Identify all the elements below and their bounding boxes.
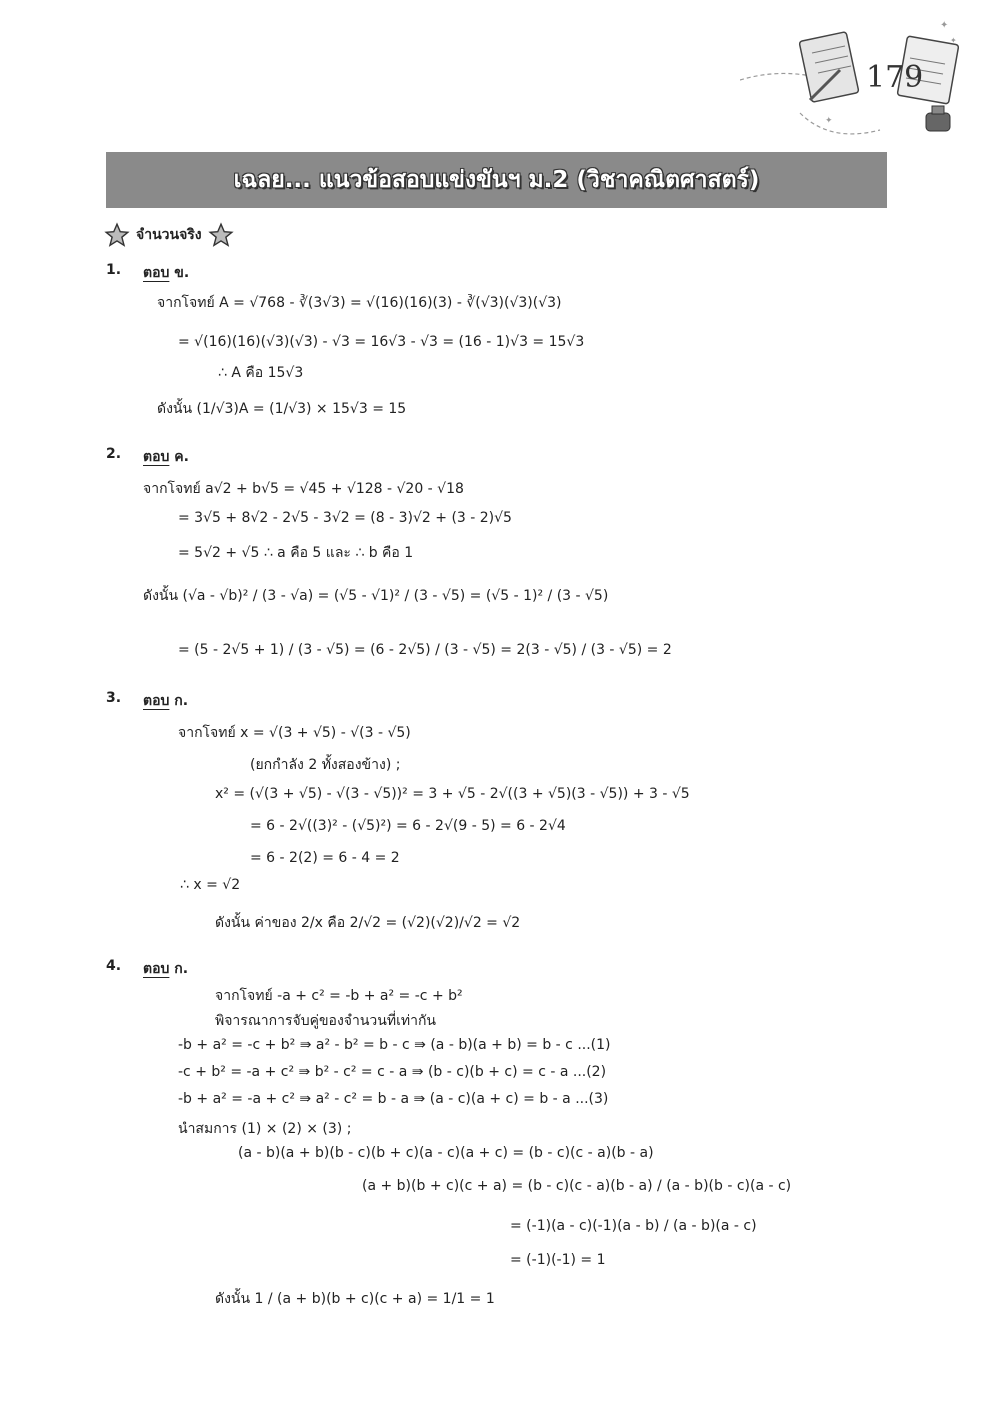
answer-label: ตอบ ค. <box>143 449 189 465</box>
solution-line: จากโจทย์ A = √768 - ∛(3√3) = √(16)(16)(3) - ∛(√3)(√3)(√3) <box>157 295 562 311</box>
solution-line: จากโจทย์ a√2 + b√5 = √45 + √128 - √20 - √18 <box>143 481 464 497</box>
svg-text:✦: ✦ <box>950 36 957 45</box>
solution-line: = (-1)(a - c)(-1)(a - b) / (a - b)(a - c) <box>510 1218 757 1234</box>
solution-line: (a - b)(a + b)(b - c)(b + c)(a - c)(a + c) = (b - c)(c - a)(b - a) <box>238 1145 654 1161</box>
solution-line: = √(16)(16)(√3)(√3) - √3 = 16√3 - √3 = (16 - 1)√3 = 15√3 <box>178 334 585 350</box>
solution-line: จากโจทย์ -a + c² = -b + a² = -c + b² <box>215 988 463 1004</box>
solution-line: x² = (√(3 + √5) - √(3 - √5))² = 3 + √5 - 2√((3 + √5)(3 - √5)) + 3 - √5 <box>215 786 690 802</box>
question-number: 2. <box>106 446 122 462</box>
answer-label: ตอบ ก. <box>143 693 189 709</box>
solution-line: พิจารณาการจับคู่ของจำนวนที่เท่ากัน <box>215 1013 437 1029</box>
svg-text:✦: ✦ <box>825 116 833 126</box>
solution-line: ∴ x = √2 <box>180 877 241 893</box>
solution-line: = 6 - 2(2) = 6 - 4 = 2 <box>250 850 400 866</box>
solution-line: ดังนั้น 1 / (a + b)(b + c)(c + a) = 1/1 = 1 <box>215 1291 495 1307</box>
solution-line: -c + b² = -a + c² ⇛ b² - c² = c - a ⇛ (b - c)(b + c) = c - a ...(2) <box>178 1064 607 1080</box>
solution-line: (ยกกำลัง 2 ทั้งสองข้าง) ; <box>250 757 401 773</box>
solution-line: = 5√2 + √5 ∴ a คือ 5 และ ∴ b คือ 1 <box>178 545 414 561</box>
notebook-illustration <box>740 18 970 148</box>
solution-line: ดังนั้น (√a - √b)² / (3 - √a) = (√5 - √1)² / (3 - √5) = (√5 - 1)² / (3 - √5) <box>143 588 609 604</box>
section-heading <box>104 218 234 252</box>
solution-line: = (5 - 2√5 + 1) / (3 - √5) = (6 - 2√5) / (3 - √5) = 2(3 - √5) / (3 - √5) = 2 <box>178 642 672 658</box>
solution-line: ดังนั้น ค่าของ 2/x คือ 2/√2 = (√2)(√2)/√2 = √2 <box>215 915 521 931</box>
solution-line: จากโจทย์ x = √(3 + √5) - √(3 - √5) <box>178 725 411 741</box>
solution-line: ∴ A คือ 15√3 <box>218 365 304 381</box>
star-icon <box>104 222 130 248</box>
ink-bottle-icon <box>926 106 950 131</box>
question-number: 1. <box>106 262 122 278</box>
banner-title: เฉลย... แนวข้อสอบแข่งขันฯ ม.2 (วิชาคณิตศาสตร์) <box>233 167 760 193</box>
section-banner <box>106 152 887 208</box>
question-number: 3. <box>106 690 122 706</box>
answer-label: ตอบ ข. <box>143 265 190 281</box>
answer-label: ตอบ ก. <box>143 961 189 977</box>
solution-line: = 3√5 + 8√2 - 2√5 - 3√2 = (8 - 3)√2 + (3 - 2)√5 <box>178 510 512 526</box>
page-number: 179 <box>866 60 924 95</box>
solution-line: นำสมการ (1) × (2) × (3) ; <box>178 1121 352 1137</box>
solution-line: = 6 - 2√((3)² - (√5)²) = 6 - 2√(9 - 5) = 6 - 2√4 <box>250 818 566 834</box>
question-number: 4. <box>106 958 122 974</box>
notebook-left-icon <box>799 32 859 103</box>
solution-line: ดังนั้น (1/√3)A = (1/√3) × 15√3 = 15 <box>157 401 407 417</box>
solution-line: = (-1)(-1) = 1 <box>510 1252 606 1268</box>
star-icon <box>208 222 234 248</box>
solution-line: -b + a² = -a + c² ⇛ a² - c² = b - a ⇛ (a - c)(a + c) = b - a ...(3) <box>178 1091 609 1107</box>
svg-text:✦: ✦ <box>940 20 949 31</box>
solution-line: (a + b)(b + c)(c + a) = (b - c)(c - a)(b - a) / (a - b)(b - c)(a - c) <box>362 1178 792 1194</box>
section-title: จำนวนจริง <box>136 227 202 243</box>
solution-line: -b + a² = -c + b² ⇛ a² - b² = b - c ⇛ (a - b)(a + b) = b - c ...(1) <box>178 1037 611 1053</box>
